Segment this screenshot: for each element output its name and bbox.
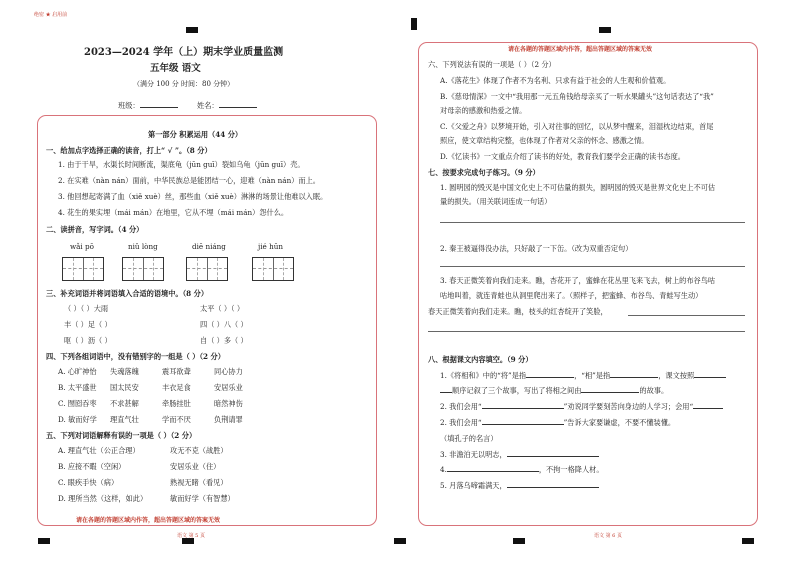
pinyin-label: wǎi pō bbox=[70, 242, 94, 251]
registration-mark bbox=[513, 538, 525, 544]
page-footer-left: 语文 第 5 页 bbox=[177, 533, 205, 539]
q6-title: 六、下列说法有误的一项是（ ）（2 分） bbox=[428, 60, 556, 69]
exam-title: 2023—2024 学年（上）期末学业质量监测 bbox=[84, 47, 284, 58]
q8-item-3: 3. 非澹泊无以明志， bbox=[440, 450, 599, 459]
answer-line[interactable] bbox=[428, 331, 745, 332]
registration-mark bbox=[742, 538, 754, 544]
q1-item: 1. 由于干旱，水渠长时间断流，渠底龟（jūn guī）裂如乌龟（jūn guī）壳。 bbox=[58, 160, 305, 169]
q4-option: C. 囫囵吞枣 不求甚解 牵肠挂肚 暗然神伤 bbox=[58, 399, 243, 408]
q6-option-cont: 照应，使文章结构完整，也体现了作者对父亲的怀念、感激之情。 bbox=[440, 136, 649, 145]
q8-item-1: 1.《将相和》中的“将”是指 ，“相”是指 ，课文按照 bbox=[440, 371, 726, 380]
q8-item-2: 2. 我们会用“ ”劝说同学要刻苦向身边的人学习；会用“ bbox=[440, 402, 723, 411]
q8-hint: （填孔子的名言） bbox=[440, 434, 498, 443]
part-title: 第一部分 积累运用（44 分） bbox=[148, 130, 243, 139]
q4-title: 四、下列各组词语中，没有错别字的一组是（ ）（2 分） bbox=[46, 352, 225, 361]
q6-option: B.《慈母情深》一文中“我用那一元五角钱给母亲买了一听水果罐头”这句话表达了“我” bbox=[440, 92, 714, 101]
q1-item: 4. 花生的果实埋（mái mán）在地里，它从不埋（mái mán）怨什么。 bbox=[58, 208, 289, 217]
q3-blank[interactable]: 太平（ ）（ ） bbox=[200, 304, 245, 313]
q2-title: 二、读拼音，写字词。（4 分） bbox=[46, 225, 144, 234]
q5-option: A. 理直气壮（公正合理） 攻无不克（战胜） bbox=[58, 446, 228, 455]
q6-option: A.《落花生》体现了作者不为名利、只求有益于社会的人生观和价值观。 bbox=[440, 76, 671, 85]
q7-s3-prompt: 春天正微笑着向我们走来。瞧，枝头的红杏绽开了笑脸， bbox=[428, 307, 608, 316]
q4-option: A. 心旷神怡 失魂落魄 震耳欲聋 同心协力 bbox=[58, 367, 243, 376]
class-field[interactable]: 班级： bbox=[118, 101, 178, 110]
q3-blank[interactable]: 自（ ）多（ ） bbox=[200, 336, 248, 345]
writing-box[interactable] bbox=[122, 257, 164, 281]
writing-box[interactable] bbox=[62, 257, 104, 281]
q1-item: 3. 他回想起寄满了血（xiě xuè）丝，那些血（xiě xuè）淋淋的场景让他难以入眠。 bbox=[58, 192, 328, 201]
notice-right-top: 请在各题的答题区域内作答，超出答题区域的答案无效 bbox=[508, 46, 653, 53]
notice-left: 请在各题的答题区域内作答，超出答题区域的答案无效 bbox=[76, 517, 221, 524]
q6-option: D.《忆读书》一文重点介绍了读书的好处，教育我们要学会正确的读书态度。 bbox=[440, 152, 685, 161]
q5-option: B. 应接不暇（空闲） 安居乐业（住） bbox=[58, 462, 221, 471]
q5-option: C. 眼疾手快（病） 熟视无睹（看见） bbox=[58, 478, 228, 487]
q8-item-2-cont: 2. 我们会用“ ”告诉大家要谦虚，不要不懂装懂。 bbox=[440, 418, 676, 427]
writing-box[interactable] bbox=[186, 257, 228, 281]
pinyin-label: niǔ lòng bbox=[128, 242, 158, 251]
q3-blank[interactable]: 呕（ ）沥（ ） bbox=[64, 336, 112, 345]
q7-s1: 1. 圆明园的毁灭是中国文化史上不可估量的损失，圆明园的毁灭是世界文化史上不可估 bbox=[440, 183, 716, 192]
pinyin-label: diē niáng bbox=[192, 242, 226, 251]
registration-mark bbox=[38, 538, 50, 544]
answer-line[interactable] bbox=[628, 315, 745, 316]
registration-mark bbox=[186, 27, 198, 33]
q8-item-1-cont: 顺序记叙了三个故事，写出了将相之间由 的故事。 bbox=[440, 386, 668, 395]
registration-mark bbox=[394, 538, 406, 544]
q6-option: C.《父爱之舟》以梦境开始，引入对往事的回忆，以从梦中醒来，泪湿枕边结束，首尾 bbox=[440, 122, 714, 131]
score-time: （满分 100 分 时间：80 分钟） bbox=[133, 80, 235, 88]
registration-mark bbox=[411, 18, 417, 30]
q8-title: 八、根据课文内容填空。（9 分） bbox=[428, 355, 533, 364]
name-field[interactable]: 姓名： bbox=[197, 101, 257, 110]
q8-item-4: 4. ，不拘一格降人材。 bbox=[440, 465, 604, 474]
registration-mark bbox=[599, 27, 611, 33]
q5-title: 五、下列对词语解释有误的一项是（ ）（2 分） bbox=[46, 431, 197, 440]
answer-line[interactable] bbox=[440, 266, 745, 267]
answer-line[interactable] bbox=[440, 222, 745, 223]
q7-s3-cont: 咕地叫着，就连青蛙也从洞里爬出来了。（照样子，把蜜蜂、布谷鸟、青蛙写生动） bbox=[440, 291, 703, 300]
grade-subject: 五年级 语文 bbox=[150, 63, 201, 74]
q7-title: 七、按要求完成句子练习。（9 分） bbox=[428, 168, 540, 177]
q5-option: D. 理所当然（这样，如此） 敏而好学（有智慧） bbox=[58, 494, 235, 503]
q3-blank[interactable]: 丰（ ）足（ ） bbox=[64, 320, 112, 329]
q8-item-5: 5. 月落乌啼霜满天， bbox=[440, 481, 599, 490]
q1-item: 2. 在实难（nàn nán）面前，中华民族总是能团结一心，迎难（nàn nán）而上。 bbox=[58, 176, 320, 185]
q3-blank[interactable]: 四（ ）八（ ） bbox=[200, 320, 248, 329]
q4-option: D. 敏而好学 理直气壮 学而不厌 负荆请罪 bbox=[58, 415, 243, 424]
q3-blank[interactable]: （ ）（ ）大雨 bbox=[64, 304, 109, 313]
confidential-label: 绝密 ★ 启用前 bbox=[34, 12, 68, 18]
q7-s1-cont: 量的损失。（用关联词连成一句话） bbox=[440, 197, 552, 206]
pinyin-label: jié hūn bbox=[258, 242, 283, 251]
q4-option: B. 太平盛世 国太民安 丰衣足食 安居乐业 bbox=[58, 383, 243, 392]
writing-box[interactable] bbox=[252, 257, 294, 281]
q7-s2: 2. 秦王被逼得没办法，只好敲了一下缶。（改为双重否定句） bbox=[440, 244, 633, 253]
q7-s3: 3. 春天正微笑着向我们走来。瞧，杏花开了，蜜蜂在花丛里飞来飞去，树上的布谷鸟咕 bbox=[440, 276, 716, 285]
q1-title: 一、给加点字选择正确的读音，打上“ √ ”。（8 分） bbox=[46, 146, 212, 155]
q3-title: 三、补充词语并将词语填入合适的语境中。（8 分） bbox=[46, 289, 209, 298]
q6-option-cont: 对母亲的感激和热爱之情。 bbox=[440, 106, 527, 115]
page-footer-right: 语文 第 6 页 bbox=[594, 533, 622, 539]
